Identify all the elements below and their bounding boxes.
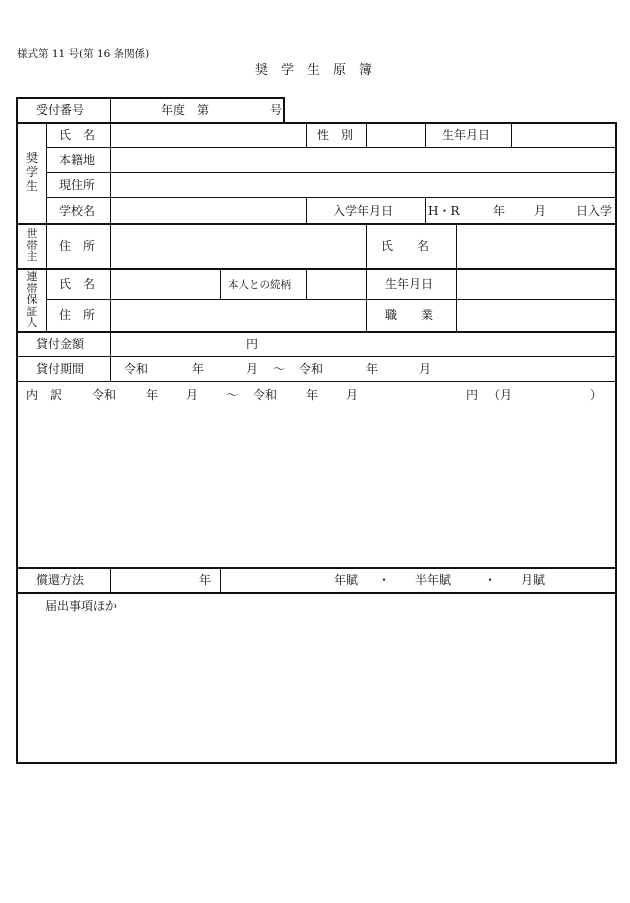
- repayment-annual: 年賦: [334, 573, 359, 587]
- loan-amount-label: 貸付金額: [36, 337, 85, 351]
- enroll-day-unit: 日入学: [576, 204, 613, 218]
- reception-right-border: [283, 97, 285, 122]
- student-section-label: 奨学生: [25, 151, 38, 193]
- cell-divider: [220, 268, 221, 299]
- row-line: [46, 147, 616, 148]
- loan-period-label: 貸付期間: [36, 362, 85, 376]
- notes-label: 届出事項ほか: [45, 599, 118, 613]
- cell-divider: [366, 268, 367, 331]
- reception-divider: [110, 97, 111, 122]
- cell-divider: [425, 197, 426, 223]
- period-month-1: 月: [246, 362, 259, 376]
- period-year-1: 年: [192, 362, 205, 376]
- row-line: [46, 299, 616, 300]
- label-column-divider: [110, 567, 111, 592]
- main-left-border: [16, 97, 18, 763]
- enroll-year-unit: 年: [493, 204, 506, 218]
- row-line: [16, 356, 616, 357]
- breakdown-month-2: 月: [346, 388, 359, 402]
- main-bottom-border: [16, 762, 617, 764]
- guarantor-section-label: 連帯保証人: [26, 270, 38, 329]
- row-line: [16, 381, 616, 382]
- repayment-semiannual: 半年賦: [415, 573, 452, 587]
- section-line: [16, 268, 617, 270]
- student-school-label: 学校名: [59, 204, 96, 218]
- cell-divider: [306, 197, 307, 223]
- householder-name-label: 氏 名: [381, 239, 430, 253]
- period-era-1: 令和: [124, 362, 149, 376]
- student-name-label: 氏 名: [59, 128, 96, 142]
- form-title: 奨 学 生 原 簿: [255, 63, 373, 78]
- cell-divider: [425, 122, 426, 147]
- cell-divider: [456, 223, 457, 268]
- reception-value-1: 年度 第: [161, 103, 210, 117]
- repayment-label: 償還方法: [36, 573, 85, 587]
- row-line: [46, 172, 616, 173]
- student-hr-label: H・R: [428, 204, 460, 218]
- period-year-2: 年: [366, 362, 379, 376]
- cell-divider: [306, 268, 307, 299]
- main-right-border: [615, 122, 617, 763]
- student-domicile-label: 本籍地: [59, 153, 96, 167]
- breakdown-year-1: 年: [146, 388, 159, 402]
- breakdown-month-1: 月: [186, 388, 199, 402]
- enroll-month-unit: 月: [534, 204, 547, 218]
- breakdown-label: 内 訳: [26, 388, 63, 402]
- breakdown-paren-close: ）: [590, 388, 603, 402]
- row-line: [46, 197, 616, 198]
- student-gender-label: 性 別: [317, 128, 354, 142]
- loan-amount-unit: 円: [246, 337, 259, 351]
- period-era-2: 令和: [299, 362, 324, 376]
- repayment-monthly: 月賦: [521, 573, 546, 587]
- form-number: 様式第 11 号(第 16 条関係): [17, 48, 150, 60]
- guarantor-birth-label: 生年月日: [385, 277, 434, 291]
- cell-divider: [511, 122, 512, 147]
- section-line: [16, 331, 617, 333]
- repayment-dot-1: ・: [378, 573, 391, 587]
- breakdown-era-2: 令和: [253, 388, 278, 402]
- reception-label: 受付番号: [36, 103, 85, 117]
- repayment-year-unit: 年: [199, 573, 212, 587]
- cell-divider: [366, 223, 367, 268]
- student-birth-label: 生年月日: [442, 128, 491, 142]
- guarantor-name-label: 氏 名: [59, 277, 96, 291]
- breakdown-yen: 円: [466, 388, 479, 402]
- cell-divider: [306, 122, 307, 147]
- breakdown-tilde: ～: [226, 388, 239, 402]
- breakdown-paren-open: （月: [488, 388, 513, 402]
- label-column-divider: [110, 122, 111, 332]
- section-column-divider: [46, 122, 47, 332]
- cell-divider: [220, 567, 221, 592]
- guarantor-relation-label: 本人との続柄: [228, 279, 291, 291]
- period-tilde: ～: [273, 362, 286, 376]
- reception-top-border: [16, 97, 284, 99]
- student-address-label: 現住所: [59, 178, 96, 192]
- breakdown-era-1: 令和: [92, 388, 117, 402]
- householder-address-label: 住 所: [59, 239, 96, 253]
- householder-section-label: 世帯主: [26, 227, 38, 263]
- main-top-border: [16, 122, 617, 124]
- student-enroll-label: 入学年月日: [333, 204, 394, 218]
- reception-value-2: 号: [270, 103, 283, 117]
- period-month-2: 月: [419, 362, 432, 376]
- guarantor-address-label: 住 所: [59, 308, 96, 322]
- section-line: [16, 223, 617, 225]
- repayment-dot-2: ・: [484, 573, 497, 587]
- breakdown-year-2: 年: [306, 388, 319, 402]
- section-line: [16, 567, 617, 569]
- section-line: [16, 592, 617, 594]
- cell-divider: [366, 122, 367, 147]
- guarantor-job-label: 職 業: [385, 308, 434, 322]
- cell-divider: [456, 268, 457, 331]
